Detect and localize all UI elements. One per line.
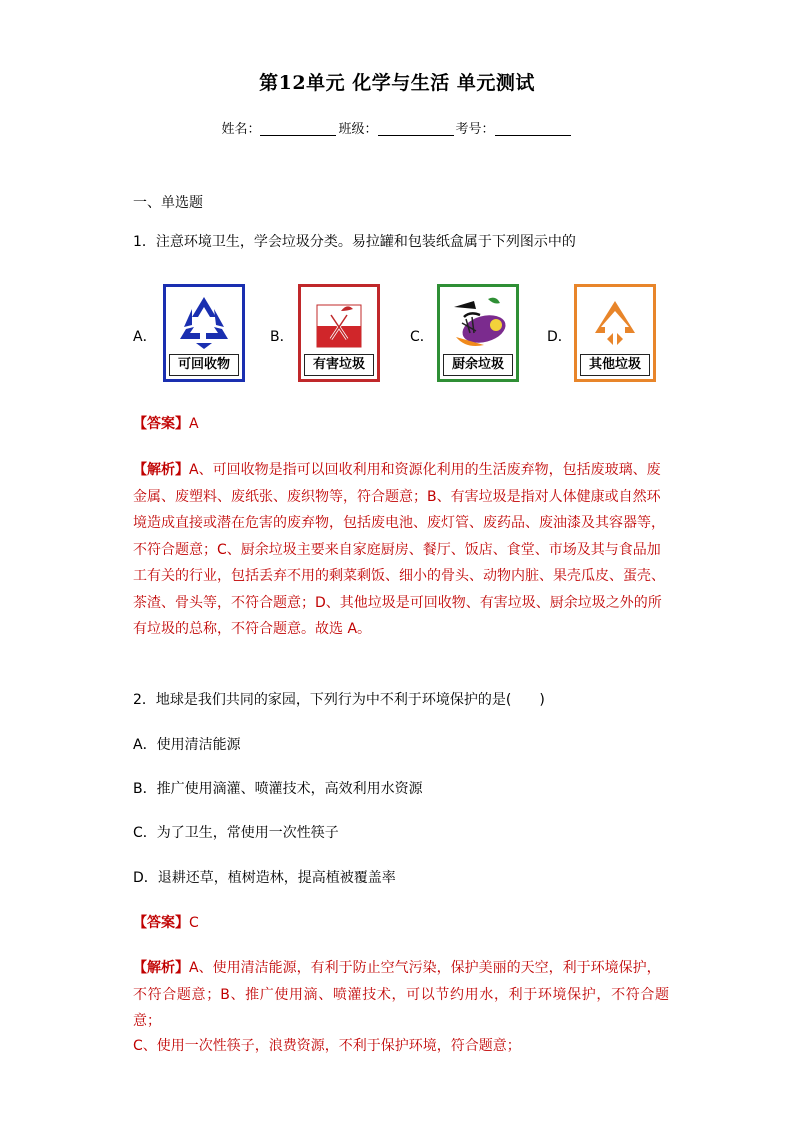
q2-option-d: D．退耕还草，植树造林，提高植被覆盖率 [133,870,396,886]
q1-stem: 1．注意环境卫生，学会垃圾分类。易拉罐和包装纸盒属于下列图示中的 [133,234,576,250]
q1-option-c-caption: 厨余垃圾 [443,354,513,376]
q1-analysis-line: 境造成直接或潜在危害的废弃物，包括废电池、废灯管、废药品、废油漆及其容器等， [133,515,665,531]
exam-number-label: 考号： [455,122,495,137]
section-title: 一、单选题 [133,195,203,211]
q1-analysis-line: 金属、废塑料、废纸张、废织物等，符合题意；B、有害垃圾是指对人体健康或自然环 [133,488,661,505]
q2-stem: 2．地球是我们共同的家园，下列行为中不利于环境保护的是( ) [133,692,545,708]
q1-option-a-caption: 可回收物 [169,354,239,376]
recycle-icon [166,287,242,357]
q1-option-b-caption: 有害垃圾 [304,354,374,376]
hazard-icon [301,287,377,357]
q1-analysis-line: 不符合题意；C、厨余垃圾主要来自家庭厨房、餐厅、饭店、食堂、市场及其与食品加 [133,541,661,558]
q1-option-b-letter: B． [270,329,294,345]
page-title: 第12单元 化学与生活 单元测试 [259,72,535,94]
q1-analysis-line: 有垃圾的总称，不符合题意。故选 A。 [133,621,372,637]
q2-analysis [133,955,669,1035]
q1-option-a-letter: A． [133,329,157,345]
q2-analysis-extra: C、使用一次性筷子，浪费资源，不利于保护环境，符合题意； [133,1038,521,1054]
q1-answer [133,414,673,434]
q1-analysis-line: 工有关的行业，包括丢弃不用的剩菜剩饭、细小的骨头、动物内脏、果壳瓜皮、蛋壳、 [133,568,665,584]
q2-answer [133,913,673,933]
class-label: 班级： [338,122,378,137]
class-blank[interactable] [378,121,454,136]
q2-analysis-tag: 【解析】 [133,960,189,976]
q1-answer-value: A [189,416,199,432]
q1-analysis-tag: 【解析】 [133,462,189,478]
q2-option-b: B．推广使用滴灌、喷灌技术，高效利用水资源 [133,781,423,797]
q2-answer-tag: 【答案】 [133,915,189,931]
student-info-line [0,118,794,137]
name-blank[interactable] [260,121,336,136]
q2-option-c: C．为了卫生，常使用一次性筷子 [133,825,339,841]
q1-option-d-caption: 其他垃圾 [580,354,650,376]
q1-option-d-bin[interactable] [574,284,656,382]
q2-option-a: A．使用清洁能源 [133,737,241,753]
q1-analysis-line: 【解析】A、可回收物是指可以回收利用和资源化利用的生活废弃物，包括废玻璃、废 [133,462,661,478]
q1-option-c-letter: C． [410,329,434,345]
exam-number-blank[interactable] [495,121,571,136]
q2-analysis-line: 不符合题意；B、推广使用滴、喷灌技术，可以节约用水，利于环境保护，不符合题意； [133,986,669,1029]
other-waste-icon [577,287,653,357]
q1-answer-tag: 【答案】 [133,416,189,432]
q1-option-a-bin[interactable] [163,284,245,382]
q1-option-b-bin[interactable] [298,284,380,382]
q1-option-c-bin[interactable] [437,284,519,382]
q1-option-d-letter: D． [547,329,572,345]
q2-analysis-line: 【解析】A、使用清洁能源，有利于防止空气污染，保护美丽的天空，利于环境保护， [133,960,661,976]
food-waste-icon [440,287,516,357]
q1-analysis [133,457,669,643]
q2-answer-value: C [189,915,199,931]
q1-analysis-line: 茶渣、骨头等，不符合题意；D、其他垃圾是可回收物、有害垃圾、厨余垃圾之外的所 [133,594,662,611]
name-label: 姓名： [221,122,261,137]
